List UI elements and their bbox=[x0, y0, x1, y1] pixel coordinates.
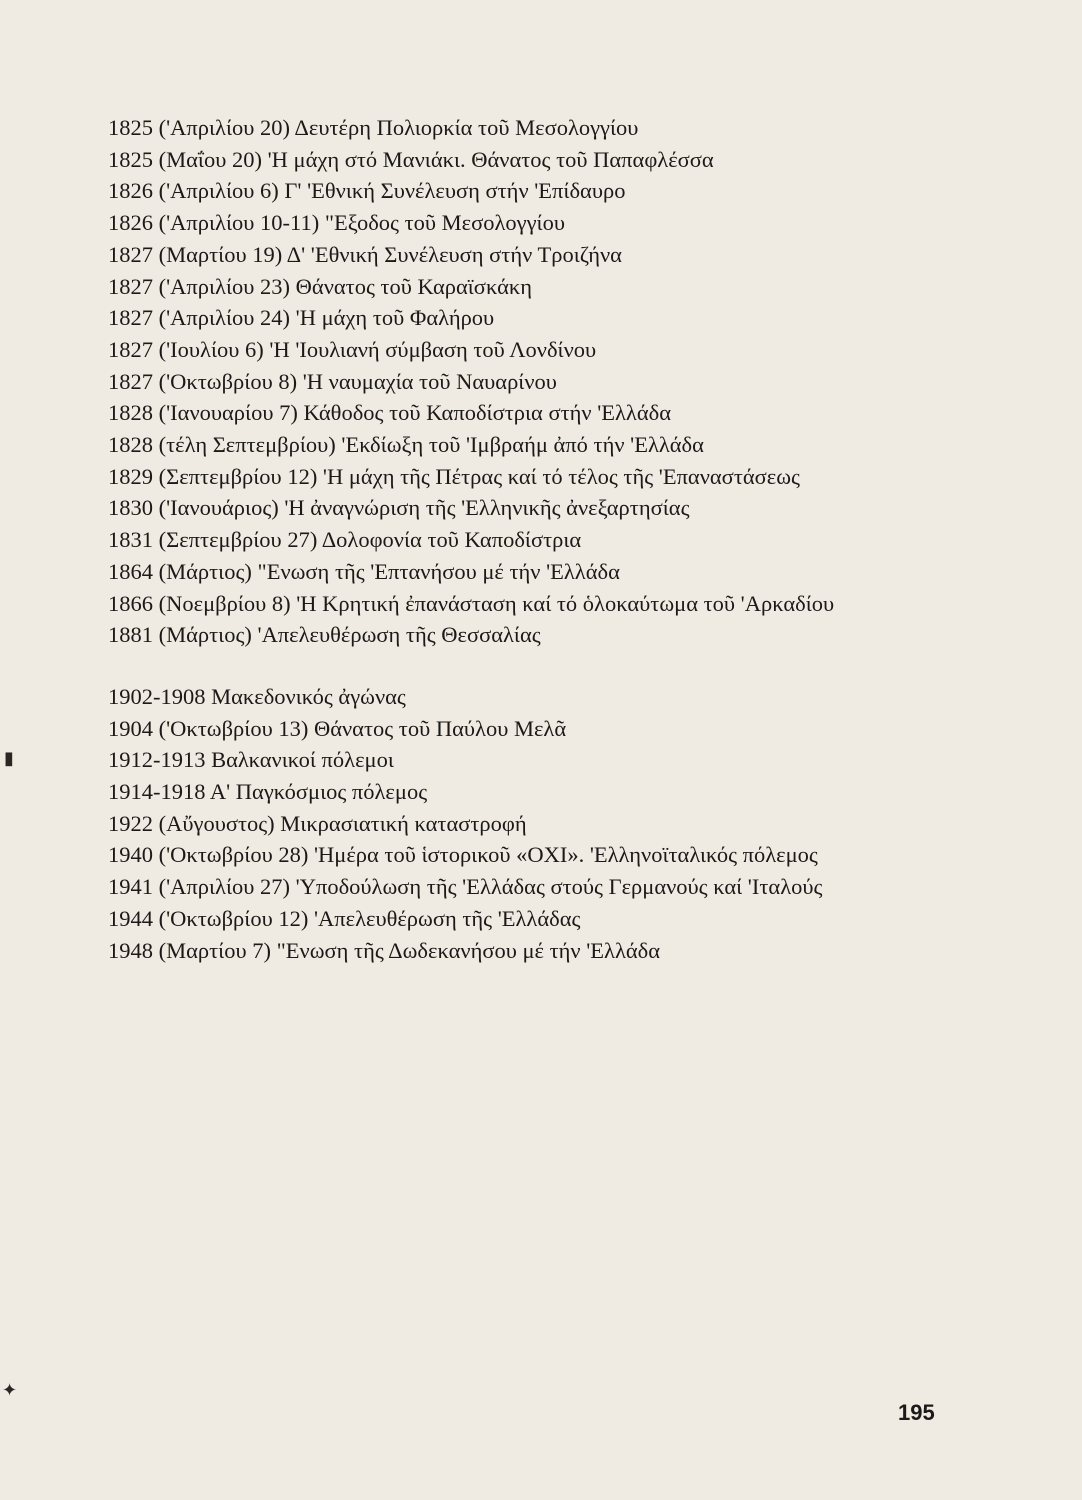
chronology-entry: 1831 (Σεπτεμβρίου 27) Δολοφονία τοῦ Καποδίστρια bbox=[108, 527, 582, 553]
margin-mark: ✦ bbox=[2, 1380, 18, 1401]
chronology-entry: 1904 ('Οκτωβρίου 13) Θάνατος τοῦ Παύλου Μελᾶ bbox=[108, 715, 567, 741]
chronology-entry: 1830 ('Ιανουάριος) 'Η ἀναγνώριση τῆς 'Ελληνικῆς ἀνεξαρτησίας bbox=[108, 495, 690, 521]
page-number: 195 bbox=[898, 1400, 935, 1425]
chronology-entry: 1866 (Νοεμβρίου 8) 'Η Κρητική ἐπανάσταση καί τό ὁλοκαύτωμα τοῦ 'Αρκαδίου bbox=[108, 590, 835, 616]
margin-mark: ▮ bbox=[4, 748, 14, 769]
chronology-entry: 1914-1918 Α' Παγκόσμιος πόλεμος bbox=[108, 779, 428, 805]
chronology-entry: 1826 ('Απριλίου 6) Γ' 'Εθνική Συνέλευση στήν 'Επίδαυρο bbox=[108, 178, 626, 204]
chronology-entry: 1881 (Μάρτιος) 'Απελευθέρωση τῆς Θεσσαλίας bbox=[108, 622, 541, 648]
chronology-entry: 1827 ('Ιουλίου 6) 'Η 'Ιουλιανή σύμβαση τοῦ Λονδίνου bbox=[108, 336, 597, 362]
chronology-entry: 1912-1913 Βαλκανικοί πόλεμοι bbox=[108, 747, 394, 773]
chronology-entry: 1922 (Αὔγουστος) Μικρασιατική καταστροφή bbox=[108, 810, 527, 836]
chronology-entry: 1825 ('Απριλίου 20) Δευτέρη Πολιορκία τοῦ Μεσολογγίου bbox=[108, 115, 639, 140]
section-gap bbox=[108, 651, 953, 681]
chronology-entry: 1940 ('Οκτωβρίου 28) 'Ημέρα τοῦ ἱστορικοῦ «ΟΧΙ». 'Ελληνοϊταλικός πόλεμος bbox=[108, 842, 818, 868]
chronology-entry: 1864 (Μάρτιος) "Ενωση τῆς 'Επτανήσου μέ τήν 'Ελλάδα bbox=[108, 558, 620, 584]
chronology-entry: 1827 (Μαρτίου 19) Δ' 'Εθνική Συνέλευση στήν Τροιζήνα bbox=[108, 241, 622, 267]
chronology-entry: 1827 ('Απριλίου 24) 'Η μάχη τοῦ Φαλήρου bbox=[108, 305, 495, 331]
chronology-entry: 1902-1908 Μακεδονικός ἀγώνας bbox=[108, 683, 406, 709]
chronology-entry: 1828 ('Ιανουαρίου 7) Κάθοδος τοῦ Καποδίστρια στήν 'Ελλάδα bbox=[108, 400, 672, 426]
chronology-entry: 1827 ('Απριλίου 23) Θάνατος τοῦ Καραϊσκάκη bbox=[108, 273, 532, 299]
chronology-entry: 1826 ('Απριλίου 10-11) "Εξοδος τοῦ Μεσολογγίου bbox=[108, 210, 565, 236]
chronology-entry: 1827 ('Οκτωβρίου 8) 'Η ναυμαχία τοῦ Ναυαρίνου bbox=[108, 368, 557, 394]
chronology-entry: 1948 (Μαρτίου 7) "Ενωση τῆς Δωδεκανήσου μέ τήν 'Ελλάδα bbox=[108, 937, 661, 963]
chronology-list bbox=[108, 112, 953, 966]
chronology-entry: 1941 ('Απριλίου 27) 'Υποδούλωση τῆς 'Ελλάδας στούς Γερμανούς καί 'Ιταλούς bbox=[108, 874, 823, 900]
chronology-entry: 1825 (Μαΐου 20) 'Η μάχη στό Μανιάκι. Θάνατος τοῦ Παπαφλέσσα bbox=[108, 146, 714, 172]
chronology-entry: 1944 ('Οκτωβρίου 12) 'Απελευθέρωση τῆς 'Ελλάδας bbox=[108, 905, 581, 931]
chronology-entry: 1829 (Σεπτεμβρίου 12) 'Η μάχη τῆς Πέτρας καί τό τέλος τῆς 'Επαναστάσεως bbox=[108, 463, 800, 489]
chronology-entry: 1828 (τέλη Σεπτεμβρίου) 'Εκδίωξη τοῦ 'Ιμβραήμ ἀπό τήν 'Ελλάδα bbox=[108, 432, 704, 458]
